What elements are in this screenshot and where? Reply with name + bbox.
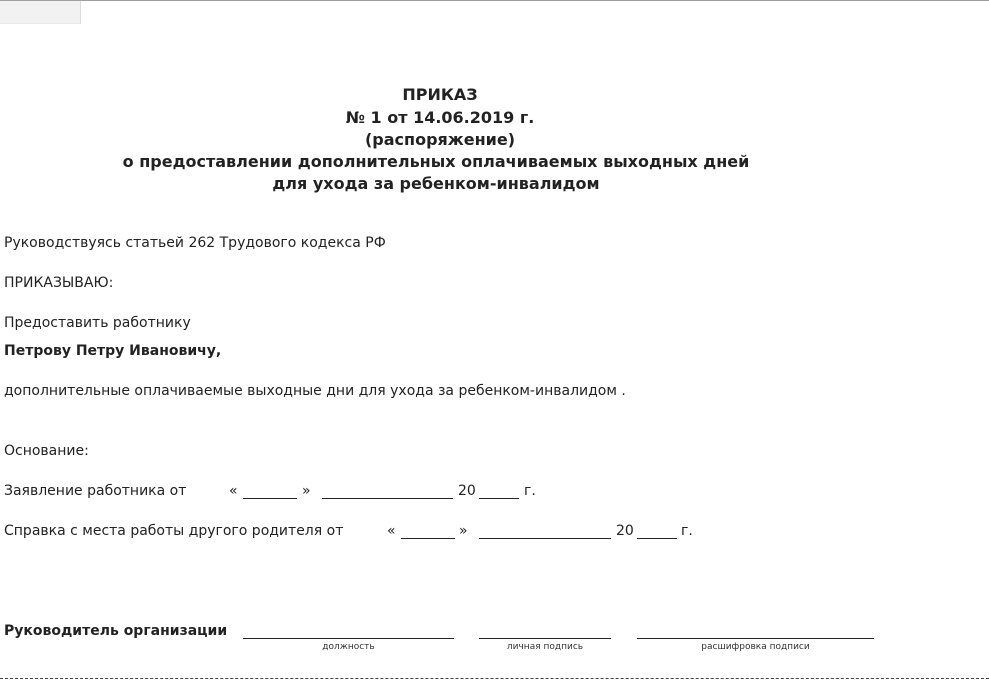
certificate-year-blank <box>637 538 677 539</box>
order-word: ПРИКАЗЫВАЮ: <box>4 275 114 291</box>
grant-text: Предоставить работнику <box>4 315 191 331</box>
legal-basis-text: Руководствуясь статьей 262 Трудового кодекса РФ <box>4 235 386 251</box>
cut-line <box>0 678 989 679</box>
signature-blank <box>479 638 611 639</box>
order-subject-line-2: для ухода за ребенком-инвалидом <box>272 174 600 193</box>
application-year-blank <box>479 498 519 499</box>
certificate-open-quote: « <box>387 523 396 539</box>
certificate-month-blank <box>479 538 611 539</box>
order-subtitle: (распоряжение) <box>364 130 516 149</box>
grounds-label: Основание: <box>4 443 89 459</box>
grant-description: дополнительные оплачиваемые выходные дни для ухода за ребенком-инвалидом . <box>4 383 626 399</box>
application-day-blank <box>243 498 297 499</box>
application-close-quote: » <box>302 483 311 499</box>
order-number: № 1 от 14.06.2019 г. <box>345 108 535 127</box>
decoding-blank <box>637 638 874 639</box>
application-year-suffix: г. <box>524 483 536 499</box>
certificate-close-quote: » <box>459 523 468 539</box>
application-month-blank <box>322 498 453 499</box>
employee-name: Петрову Петру Ивановичу, <box>4 343 222 359</box>
position-blank <box>243 638 454 639</box>
application-open-quote: « <box>229 483 238 499</box>
certificate-day-blank <box>401 538 455 539</box>
decoding-caption: расшифровка подписи <box>701 642 810 652</box>
certificate-label: Справка с места работы другого родителя от <box>4 523 344 539</box>
order-title: ПРИКАЗ <box>402 85 478 104</box>
signature-caption: личная подпись <box>506 642 584 652</box>
application-year-prefix: 20 <box>458 483 476 499</box>
position-caption: должность <box>322 642 375 652</box>
top-border <box>0 0 989 1</box>
signature-label: Руководитель организации <box>4 623 228 639</box>
corner-tab <box>0 1 81 24</box>
certificate-year-prefix: 20 <box>616 523 634 539</box>
certificate-year-suffix: г. <box>681 523 693 539</box>
application-label: Заявление работника от <box>4 483 187 499</box>
order-subject-line-1: о предоставлении дополнительных оплачиваемых выходных дней <box>122 152 750 171</box>
